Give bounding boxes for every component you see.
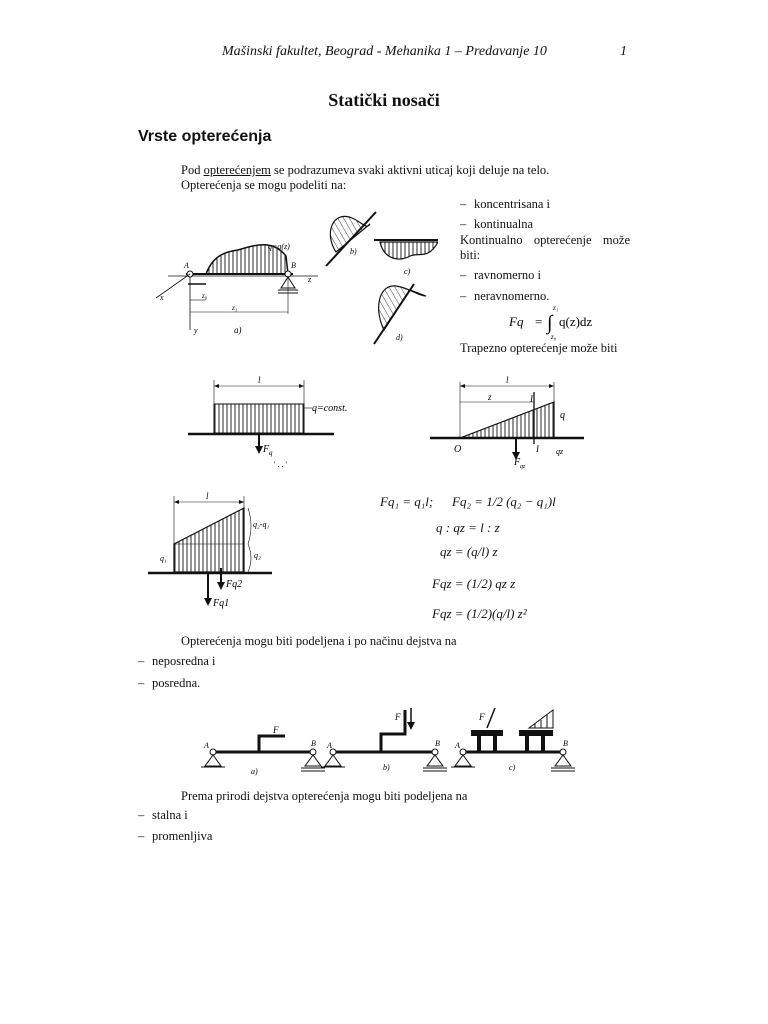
svg-text:a): a): [251, 767, 258, 776]
svg-text:q₂-q₁: q₂-q₁: [253, 520, 270, 529]
svg-text:O: O: [454, 444, 462, 455]
svg-text:c): c): [404, 267, 411, 276]
svg-text:B: B: [311, 739, 316, 748]
list-item: – promenljiva: [138, 828, 212, 844]
svg-text:∫: ∫: [547, 312, 553, 334]
svg-text:a): a): [234, 325, 242, 335]
integral-formula: [505, 302, 605, 342]
svg-text:F: F: [479, 712, 485, 722]
svg-text:A: A: [204, 741, 209, 750]
list-item: – neposredna i: [138, 653, 216, 669]
paragraph-line: Trapezno opterećenje može biti: [460, 341, 618, 355]
paragraph-line: Kontinualno opterećenje može: [460, 233, 630, 247]
svg-text:b): b): [350, 247, 357, 256]
svg-text:Fq2: Fq2: [226, 579, 243, 590]
svg-text:I: I: [536, 444, 539, 454]
svg-text:I: I: [530, 394, 533, 404]
svg-text:l: l: [506, 375, 509, 385]
figure-uniform-load: [186, 372, 376, 472]
section-heading: Vrste opterećenja: [138, 128, 272, 145]
svg-text:z₀: z₀: [202, 292, 208, 300]
list-item: – neravnomerno.: [460, 288, 549, 304]
formula-proportion: q : qz = l : z: [436, 520, 500, 535]
svg-text:B: B: [435, 739, 440, 748]
svg-text:F: F: [273, 725, 279, 735]
formula-fqz-squared: Fqz = (1/2)(q/l) z²: [432, 606, 527, 621]
svg-text:x: x: [160, 293, 164, 302]
page-number: 1: [620, 44, 627, 59]
list-item: – koncentrisana i: [460, 196, 550, 212]
svg-text:q=const.: q=const.: [312, 403, 348, 414]
svg-text:q: q: [269, 449, 273, 457]
formula-qz: qz = (q/l) z: [440, 544, 498, 559]
svg-text:z: z: [488, 392, 492, 402]
svg-text:z₀: z₀: [551, 333, 557, 341]
list-item: – stalna i: [138, 807, 188, 823]
svg-text:=: =: [535, 314, 543, 329]
svg-text:A: A: [184, 261, 189, 270]
intro-line-1: Pod opterećenjem se podrazumeva svaki aktivni uticaj koji deluje na telo.: [181, 163, 550, 177]
svg-text:q: q: [560, 410, 565, 421]
svg-text:c): c): [509, 763, 516, 772]
svg-text:' . . ': ' . . ': [274, 460, 287, 469]
svg-text:B: B: [563, 739, 568, 748]
keyword-opterecenje: opterećenjem: [203, 163, 271, 177]
svg-text:d): d): [396, 333, 403, 342]
formula-fq2: Fq₂ = 1/2 (q₂ − q₁)l: [452, 494, 556, 509]
figure-load-transfer: [195, 700, 575, 780]
svg-text:qz: qz: [556, 447, 564, 456]
svg-text:Fq1: Fq1: [213, 598, 230, 609]
svg-text:z₁: z₁: [232, 304, 238, 312]
paragraph-line: biti:: [460, 248, 481, 262]
svg-text:B: B: [291, 261, 296, 270]
svg-text:q₁: q₁: [160, 554, 167, 563]
svg-text:z₁: z₁: [553, 304, 559, 312]
svg-text:l: l: [258, 375, 261, 385]
list-item: – ravnomerno i: [460, 267, 541, 283]
svg-text:F: F: [514, 457, 521, 468]
intro-line-2: Opterećenja se mogu podeliti na:: [181, 178, 347, 192]
svg-text:Fq: Fq: [509, 314, 524, 329]
formula-fq1: Fq₁ = q₁l;: [380, 494, 434, 509]
figure-trapezoidal-load: [146, 488, 296, 616]
paragraph-line: Opterećenja mogu biti podeljena i po načinu dejstva na: [181, 634, 457, 648]
svg-text:q=q(z): q=q(z): [268, 242, 290, 251]
svg-text:l: l: [206, 491, 209, 501]
svg-text:y: y: [194, 326, 198, 335]
figure-distributed-load: [148, 200, 438, 350]
svg-text:b): b): [383, 763, 390, 772]
svg-text:q₂: q₂: [254, 551, 261, 560]
svg-text:F: F: [263, 444, 270, 455]
paragraph-line: Prema prirodi dejstva opterećenja mogu biti podeljena na: [181, 789, 468, 803]
svg-text:A: A: [455, 741, 460, 750]
page-title: Statički nosači: [328, 90, 440, 110]
header-title: Mašinski fakultet, Beograd - Mehanika 1 – Predavanje 10: [222, 44, 547, 59]
svg-text:qz: qz: [520, 464, 526, 470]
svg-text:F: F: [395, 712, 401, 722]
svg-text:A: A: [327, 741, 332, 750]
list-item: – kontinualna: [460, 216, 533, 232]
formula-fqz: Fqz = (1/2) qz z: [432, 576, 516, 591]
figure-triangular-load: [428, 372, 598, 472]
svg-text:z: z: [308, 275, 312, 284]
list-item: – posredna.: [138, 675, 200, 691]
svg-text:q(z)dz: q(z)dz: [559, 314, 593, 329]
